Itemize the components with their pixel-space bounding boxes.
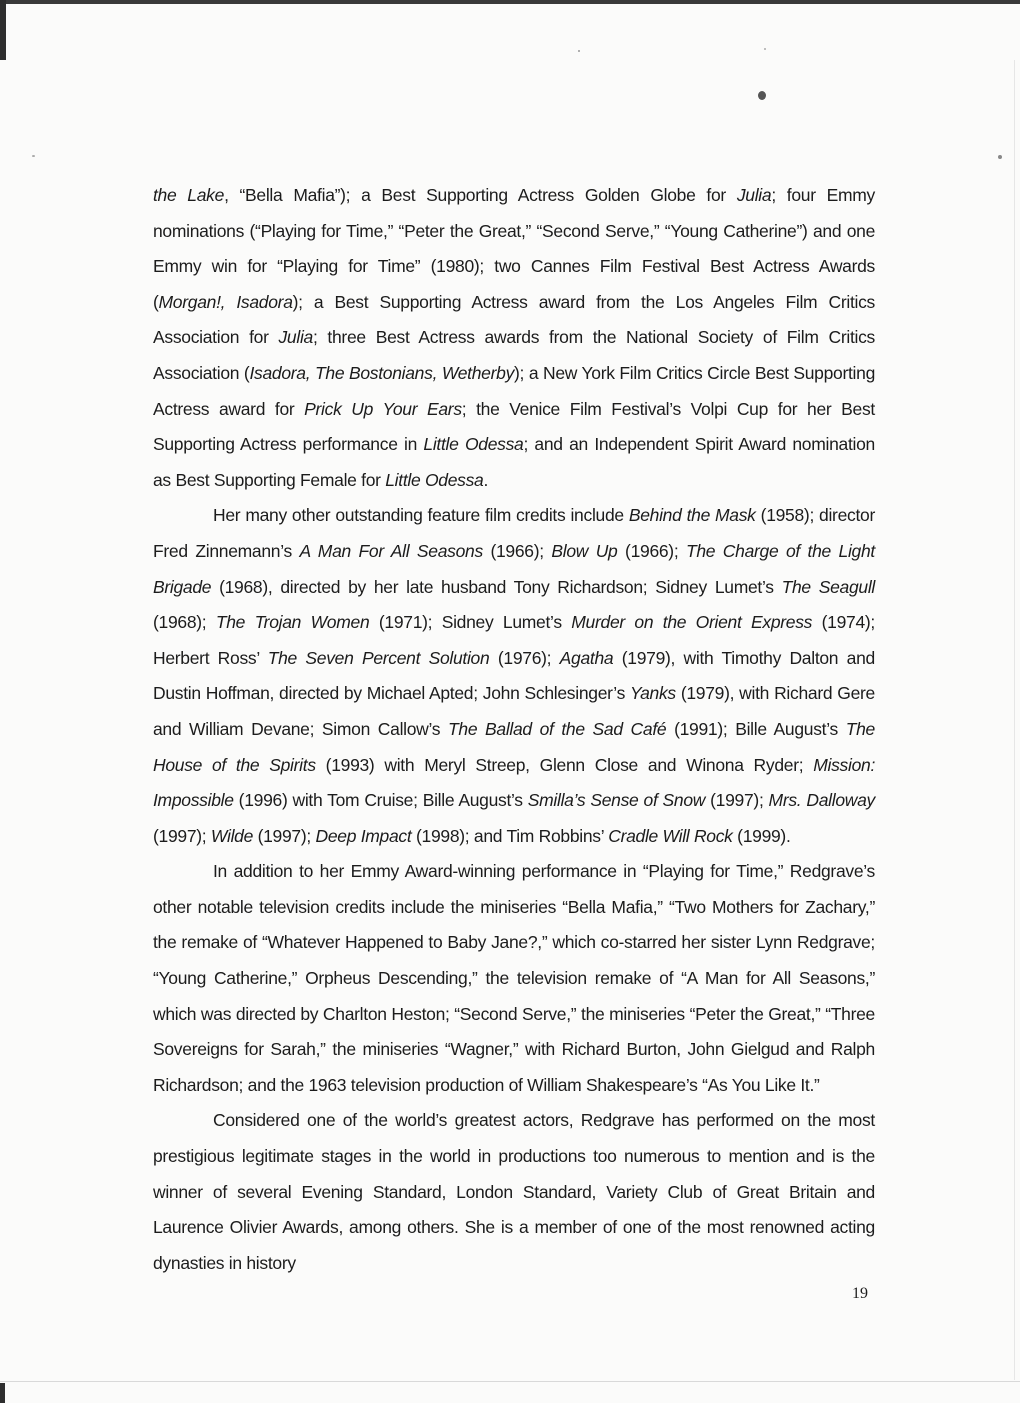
italic-title-text: Morgan!, Isadora bbox=[158, 291, 293, 312]
scan-speck bbox=[998, 155, 1002, 159]
italic-title-text: Yanks bbox=[630, 683, 676, 704]
italic-title-text: The Ballad of the Sad Café bbox=[448, 718, 667, 739]
italic-title-text: A Man For All Seasons bbox=[299, 540, 483, 561]
paragraph-text: (1996) with Tom Cruise; Bille August’s bbox=[233, 790, 528, 811]
paragraph-text: (1979), with Timothy Dalton and Dustin Hoffman, directed by Michael Apted; John Schlesinger’s bbox=[153, 647, 875, 704]
italic-title-text: Cradle Will Rock bbox=[608, 825, 733, 846]
paragraph-text: (1997); bbox=[153, 825, 211, 846]
italic-title-text: Behind the Mask bbox=[628, 505, 756, 526]
italic-title-text: Deep Impact bbox=[315, 825, 412, 846]
paragraph-text: Her many other outstanding feature film credits include bbox=[213, 505, 629, 526]
scan-speck bbox=[32, 155, 35, 157]
scan-right-edge bbox=[1014, 60, 1015, 1380]
scan-left-edge bbox=[0, 0, 6, 60]
paragraph bbox=[153, 854, 875, 1103]
scan-bottom-edge bbox=[0, 1381, 1020, 1382]
paragraph bbox=[153, 178, 875, 498]
italic-title-text: Julia bbox=[278, 327, 313, 348]
paragraph-text: (1991); Bille August’s bbox=[666, 718, 846, 739]
paragraph-text: (1976); bbox=[489, 647, 560, 668]
italic-title-text: The House of the Spirits bbox=[153, 718, 875, 775]
italic-title-text: Agatha bbox=[559, 647, 614, 668]
paragraph-text: , “Bella Mafia”); a Best Supporting Actress Golden Globe for bbox=[224, 185, 737, 205]
paragraph-text: ; four Emmy nominations (“Playing for Time,” “Peter the Great,” “Second Serve,” “Young Catherine”) and one Emmy win for “Playing for Time” (1980); two Cannes Film Festival Best Actress Awards ( bbox=[153, 185, 875, 312]
paragraph bbox=[153, 498, 875, 854]
body-text bbox=[153, 178, 875, 1281]
page-number: 19 bbox=[852, 1285, 868, 1302]
scan-top-edge bbox=[0, 0, 1020, 4]
italic-title-text: Mission: Impossible bbox=[153, 754, 875, 811]
italic-title-text: Little Odessa bbox=[385, 469, 484, 490]
scan-left-edge-bottom bbox=[0, 1383, 5, 1403]
paragraph-text: Considered one of the world’s greatest actors, Redgrave has performed on the most prestigious legitimate stages in the world in productions too numerous to mention and is the winner of several Evening Standard, London Standard, Variety Club of Great Britain and Laurence Olivier Awards, among others. She is a member of one of the most renowned acting dynasties in history bbox=[153, 1110, 875, 1273]
scan-speck bbox=[764, 48, 766, 50]
italic-title-text: Wilde bbox=[210, 825, 254, 846]
paragraph-text: (1997); bbox=[253, 825, 316, 846]
italic-title-text: Blow Up bbox=[551, 540, 618, 561]
italic-title-text: Mrs. Dalloway bbox=[768, 790, 875, 811]
italic-title-text: Julia bbox=[736, 185, 772, 205]
paragraph-text: (1971); Sidney Lumet’s bbox=[369, 612, 572, 633]
paragraph-text: (1997); bbox=[705, 790, 769, 811]
italic-title-text: Murder on the Orient Express bbox=[571, 612, 813, 633]
paragraph-text: ; the Venice Film Festival’s Volpi Cup for her Best Supporting Actress performance in bbox=[153, 398, 875, 455]
italic-title-text: the Lake bbox=[153, 185, 225, 205]
italic-title-text: The Seven Percent Solution bbox=[267, 647, 490, 668]
italic-title-text: Isadora, The Bostonians, Wetherby bbox=[249, 362, 515, 383]
italic-title-text: The Charge of the Light Brigade bbox=[153, 540, 875, 597]
paragraph-text: (1974); Herbert Ross’ bbox=[153, 612, 875, 668]
paragraph-text: In addition to her Emmy Award-winning performance in “Playing for Time,” Redgrave’s other notable television credits include the miniseries “Bella Mafia,” “Two Mothers for Zachary,” the remake of “Whatever Happened to Baby Jane?,” which co-starred her sister Lynn Redgrave; “Young Catherine,” Orpheus Descending,” the television remake of “A Man for All Seasons,” which was directed by Charlton Heston; “Second Serve,” the miniseries “Peter the Great,” “Three Sovereigns for Sarah,” the miniseries “Wagner,” with Richard Burton, John Gielgud and Ralph Richardson; and the 1963 television production of William Shakespeare’s “As You Like It.” bbox=[153, 861, 875, 1095]
paragraph-text: ); a New York Film Critics Circle Best Supporting Actress award for bbox=[153, 362, 876, 419]
paragraph-text: ; three Best Actress awards from the National Society of Film Critics Association ( bbox=[153, 327, 875, 383]
italic-title-text: Smilla’s Sense of Snow bbox=[527, 790, 706, 811]
italic-title-text: The Seagull bbox=[781, 576, 875, 597]
paragraph bbox=[153, 1103, 875, 1281]
paragraph-text: (1999). bbox=[732, 825, 791, 846]
paragraph-text: (1993) with Meryl Streep, Glenn Close and Winona Ryder; bbox=[315, 754, 814, 775]
scan-speck bbox=[758, 91, 766, 100]
paragraph-text: (1968); bbox=[153, 612, 216, 633]
paragraph-text: (1966); bbox=[482, 540, 552, 561]
paragraph-text: (1998); and Tim Robbins’ bbox=[411, 825, 609, 846]
paragraph-text: (1966); bbox=[617, 540, 686, 561]
paragraph-text: (1979), with Richard Gere and William Devane; Simon Callow’s bbox=[153, 683, 875, 739]
paragraph-text: (1968), directed by her late husband Tony Richardson; Sidney Lumet’s bbox=[211, 576, 782, 597]
paragraph-text: . bbox=[483, 469, 489, 490]
italic-title-text: Little Odessa bbox=[423, 434, 524, 455]
paragraph-text: (1958); director Fred Zinnemann’s bbox=[153, 505, 875, 561]
italic-title-text: Prick Up Your Ears bbox=[304, 398, 462, 419]
paragraph-text: ; and an Independent Spirit Award nomination as Best Supporting Female for bbox=[153, 434, 875, 490]
paragraph-text: ); a Best Supporting Actress award from the Los Angeles Film Critics Association for bbox=[153, 291, 875, 348]
italic-title-text: The Trojan Women bbox=[215, 612, 370, 633]
scan-speck bbox=[578, 50, 580, 52]
